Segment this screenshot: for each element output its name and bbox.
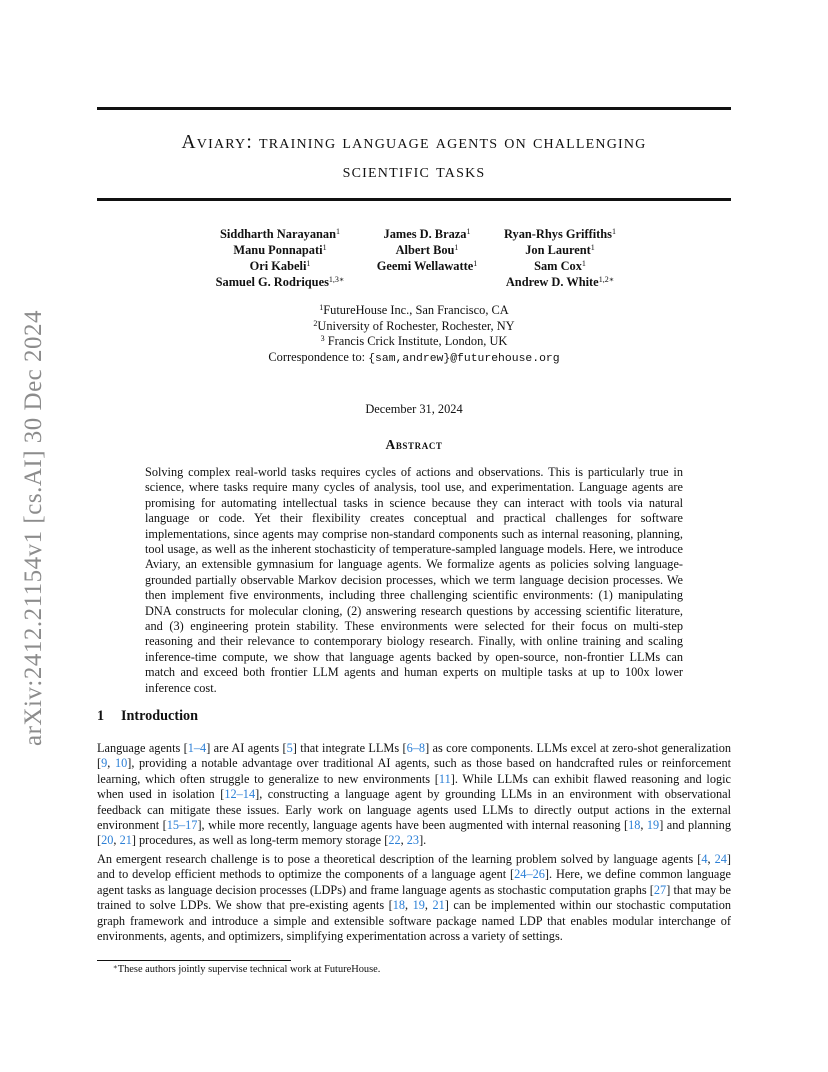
affiliations [200,303,628,367]
paragraph-text: , [707,852,715,866]
citation-link[interactable]: 19 [412,898,425,913]
paragraph-text: ] can be implemented within our stochastic computation graph framework and introduce a simple and extensible software package named LDP that enables modular interchange of environments, agents, and optimizers, simplifying experimentation across a variety of settings. [97,898,731,944]
title-line-2: scientific tasks [342,161,486,182]
author-name: Sam Cox$^1$ [534,259,586,273]
paper-date: December 31, 2024 [365,402,463,416]
author-name: Manu Ponnapati$^1$ [233,243,327,257]
section-heading-introduction: 1 Introduction [97,708,198,724]
abstract-heading: Abstract [385,437,443,452]
citation-link[interactable]: 21 [432,898,445,913]
citation-link[interactable]: 11 [438,771,451,786]
paragraph-text: , [405,898,413,913]
author-name: Geemi Wellawatte$^1$ [376,259,478,273]
author-name: Ryan-Rhys Griffiths$^1$ [504,227,616,241]
footnote-rule [97,960,291,961]
citation-link[interactable]: 4 [701,852,708,866]
author-name: Andrew D. White$^{1,2∗}$ [505,275,615,289]
paragraph-text: ] and planning [ [97,818,731,848]
citation-link[interactable]: 9 [101,756,108,771]
author-name: Ori Kabeli$^1$ [249,259,311,273]
author-name: Siddharth Narayanan$^1$ [219,227,341,241]
paragraph-text: , [400,833,407,848]
paragraph-text: , [107,756,115,771]
title-bottom-rule [97,198,731,201]
author-column-3 [480,226,640,290]
paragraph-text: ], providing a notable advantage over traditional AI agents, such as those based on handcrafted rules or reinforcement learning, which often struggle to generalize to new environments [ [97,756,732,786]
affiliation-1: $^1$FutureHouse Inc., San Francisco, CA [319,303,509,317]
correspondence-email[interactable]: {sam,andrew}@futurehouse.org [368,352,560,365]
paragraph-text: ] and to develop efficient methods to optimize the components of a language agent [ [97,852,731,882]
citation-link[interactable]: 20 [101,833,114,848]
arxiv-stamp [8,294,60,762]
paragraph-text: ], constructing a language agent by grounding LLMs in an environment with observational feedback can mitigate these issues. Early work on language agents used LLMs to directly output actions in the external environment [ [97,787,731,833]
intro-paragraph-1 [97,741,731,849]
citation-link[interactable]: 22 [388,833,401,848]
correspondence: Correspondence to: {sam,andrew}@futurehouse.org [268,349,560,365]
paragraph-text: ] procedures, as well as long-term memory storage [ [131,833,389,848]
paragraph-text: , [113,833,120,848]
citation-link[interactable]: 19 [646,818,660,833]
paragraph-text: ] are AI agents [ [206,741,287,755]
title-top-rule [97,107,731,110]
affiliation-2: $^2$University of Rochester, Rochester, NY [313,318,515,333]
paragraph-text: An emergent research challenge is to pose a theoretical description of the learning problem solved by language agents [ [97,852,702,866]
author-name: Jon Laurent$^1$ [525,243,595,257]
author-name: Samuel G. Rodriques$^{1,3∗}$ [215,275,345,289]
citation-link[interactable]: 23 [406,833,420,848]
title-line-1: Aviary: training language agents on challenging [181,132,647,153]
citation-link[interactable]: 21 [119,833,132,848]
paragraph-text: , [424,898,433,913]
paragraph-text: ] that integrate LLMs [ [292,741,407,755]
abstract-text: Solving complex real-world tasks requires cycles of actions and observations. This is particularly true in science, where tasks require many cycles of analysis, tool use, and experimentation. Language agents are promising for automating intellectual tasks in science because they can interact with tools via natural language or code. Yet their flexibility creates conceptual and practical challenges for software implementations, since agents may comprise non-standard components such as internal reasoning, planning, tool usage, as well as the inherent stochasticity of temperature-sampled language models. Here, we introduce Aviary, an extensible gymnasium for language agents. We formalize agents as policies solving language-grounded partially observable Markov decision processes, which we term language decision processes. We then implement five environments, including three challenging scientific environments: (1) manipulating DNA constructs for molecular cloning, (2) answering research questions by accessing scientific literature, and (3) engineering protein stability. These environments were selected for their focus on multi-step reasoning and their relevance to contemporary biology research. Finally, with online training and scaling inference-time compute, we show that language agents backed by open-source, non-frontier LLMs can match and exceed both frontier LLM agents and human experts on multiple tasks at up to 100x lower inference cost. [145,465,683,695]
arxiv-stamp-text: arXiv:2412.21154v1 [cs.AI] 30 Dec 2024 [20,309,48,747]
citation-link[interactable]: 12–14 [224,787,256,802]
citation-link[interactable]: 1–4 [187,741,207,755]
affiliation-3: $^3$ Francis Crick Institute, London, UK [320,334,508,348]
paragraph-text: ], while more recently, language agents have been augmented with internal reasoning [ [197,818,629,833]
citation-link[interactable]: 10 [114,756,128,771]
paragraph-text: ] that may be trained to solve LDPs. We show that pre-existing agents [ [97,882,731,913]
paragraph-text: ]. Here, we define common language agent tasks as language decision processes (LDPs) and frame language agents as stochastic computation graphs [ [97,867,731,897]
footnote: ∗These authors jointly supervise technical work at FutureHouse. [113,963,381,975]
citation-link[interactable]: 5 [286,741,293,755]
author-column-1 [200,226,360,290]
citation-link[interactable]: 27 [653,882,667,897]
citation-link[interactable]: 15–17 [166,818,198,833]
intro-paragraph-2 [97,852,731,944]
paragraph-text: ]. While LLMs can exhibit flawed reasoning and logic when used in isolation [ [97,771,731,802]
paper-title [97,128,731,186]
citation-link[interactable]: 24–26 [514,867,545,882]
citation-link[interactable]: 18 [628,818,641,833]
citation-link[interactable]: 18 [392,898,406,913]
citation-link[interactable]: 6–8 [406,741,426,755]
paragraph-text: Language agents [ [97,741,188,755]
author-name: James D. Braza$^1$ [383,227,471,241]
paragraph-text: ]. [419,833,427,848]
author-name: Albert Bou$^1$ [395,243,459,257]
paragraph-text: ] as core components. LLMs excel at zero-shot generalization [ [97,741,731,771]
paragraph-text: , [640,818,647,833]
citation-link[interactable]: 24 [714,852,727,866]
